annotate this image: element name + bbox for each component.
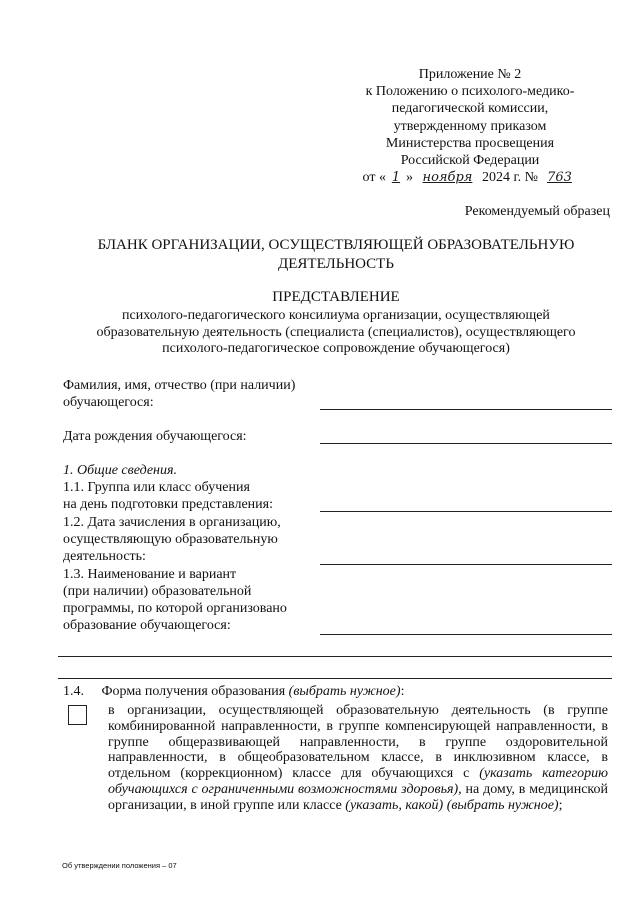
appendix-header bbox=[340, 66, 600, 186]
appendix-line: утвержденному приказом bbox=[393, 118, 547, 134]
appendix-date: от « 1 » ноября 2024 г. № 763 bbox=[340, 169, 600, 186]
section-1-3-label: 1.3. Наименование и вариант (при наличии) образовательной программы, по которой организовано образование обучающегося: bbox=[63, 567, 287, 633]
handwritten-number: 763 bbox=[547, 170, 572, 186]
fio-label: Фамилия, имя, отчество (при наличии) обучающегося: bbox=[63, 378, 296, 410]
education-form-option-checkbox[interactable] bbox=[68, 705, 87, 725]
appendix-line: Министерства просвещения bbox=[385, 135, 555, 151]
section-1-4-heading: 1.4. Форма получения образования (выбрать нужное): bbox=[63, 684, 405, 699]
birth-date-label: Дата рождения обучающегося: bbox=[63, 429, 247, 444]
general-info-heading: 1. Общие сведения. bbox=[63, 463, 178, 478]
recommended-sample-label: Рекомендуемый образец bbox=[464, 204, 610, 219]
document-subtitle: психолого-педагогического консилиума организации, осуществляющей образовательную деятельность (специалиста (специалистов), осуществляющего психолого-педагогическое сопровождение обучающегося) bbox=[96, 308, 576, 357]
section-1-3-input-line[interactable] bbox=[320, 634, 612, 635]
education-form-option-text: в организации, осуществляющей образовательную деятельность (в группе комбинированной направленности, в группе компенсирующей направленности, в группе общеразвивающей направленности, в группе оздоровительной направленности, в общеобразовательном классе, в инклюзивном классе, в отдельном (коррекционном) классе для обучающихся с (указать категорию обучающихся с ограниченными возможностями здоровья), на дому, в медицинской организации, в иной группе или классе (указать, какой) (выбрать нужное); bbox=[108, 703, 608, 813]
section-1-1-input-line[interactable] bbox=[320, 511, 612, 512]
section-1-1-label: 1.1. Группа или класс обучения на день подготовки представления: bbox=[63, 480, 273, 512]
handwritten-day: 1 bbox=[391, 170, 401, 186]
org-blank-heading: БЛАНК ОРГАНИЗАЦИИ, ОСУЩЕСТВЛЯЮЩЕЙ ОБРАЗОВАТЕЛЬНУЮ ДЕЯТЕЛЬНОСТЬ bbox=[97, 237, 575, 272]
appendix-line: к Положению о психолого-медико- bbox=[365, 84, 575, 100]
fio-input-line[interactable] bbox=[320, 409, 612, 410]
section-1-2-input-line[interactable] bbox=[320, 564, 612, 565]
document-title: ПРЕДСТАВЛЕНИЕ bbox=[272, 289, 400, 305]
appendix-line: Российской Федерации bbox=[400, 153, 540, 169]
section-1-3-input-line-2[interactable] bbox=[58, 656, 612, 657]
handwritten-month: ноября bbox=[422, 170, 473, 186]
appendix-title: Приложение № 2 bbox=[418, 67, 522, 82]
page-footer: Об утверждении положения – 07 bbox=[62, 861, 177, 870]
section-1-3-input-line-3[interactable] bbox=[58, 678, 612, 679]
birth-date-input-line[interactable] bbox=[320, 443, 612, 444]
appendix-line: педагогической комиссии, bbox=[391, 101, 549, 117]
section-1-2-label: 1.2. Дата зачисления в организацию, осуществляющую образовательную деятельность: bbox=[63, 515, 281, 564]
